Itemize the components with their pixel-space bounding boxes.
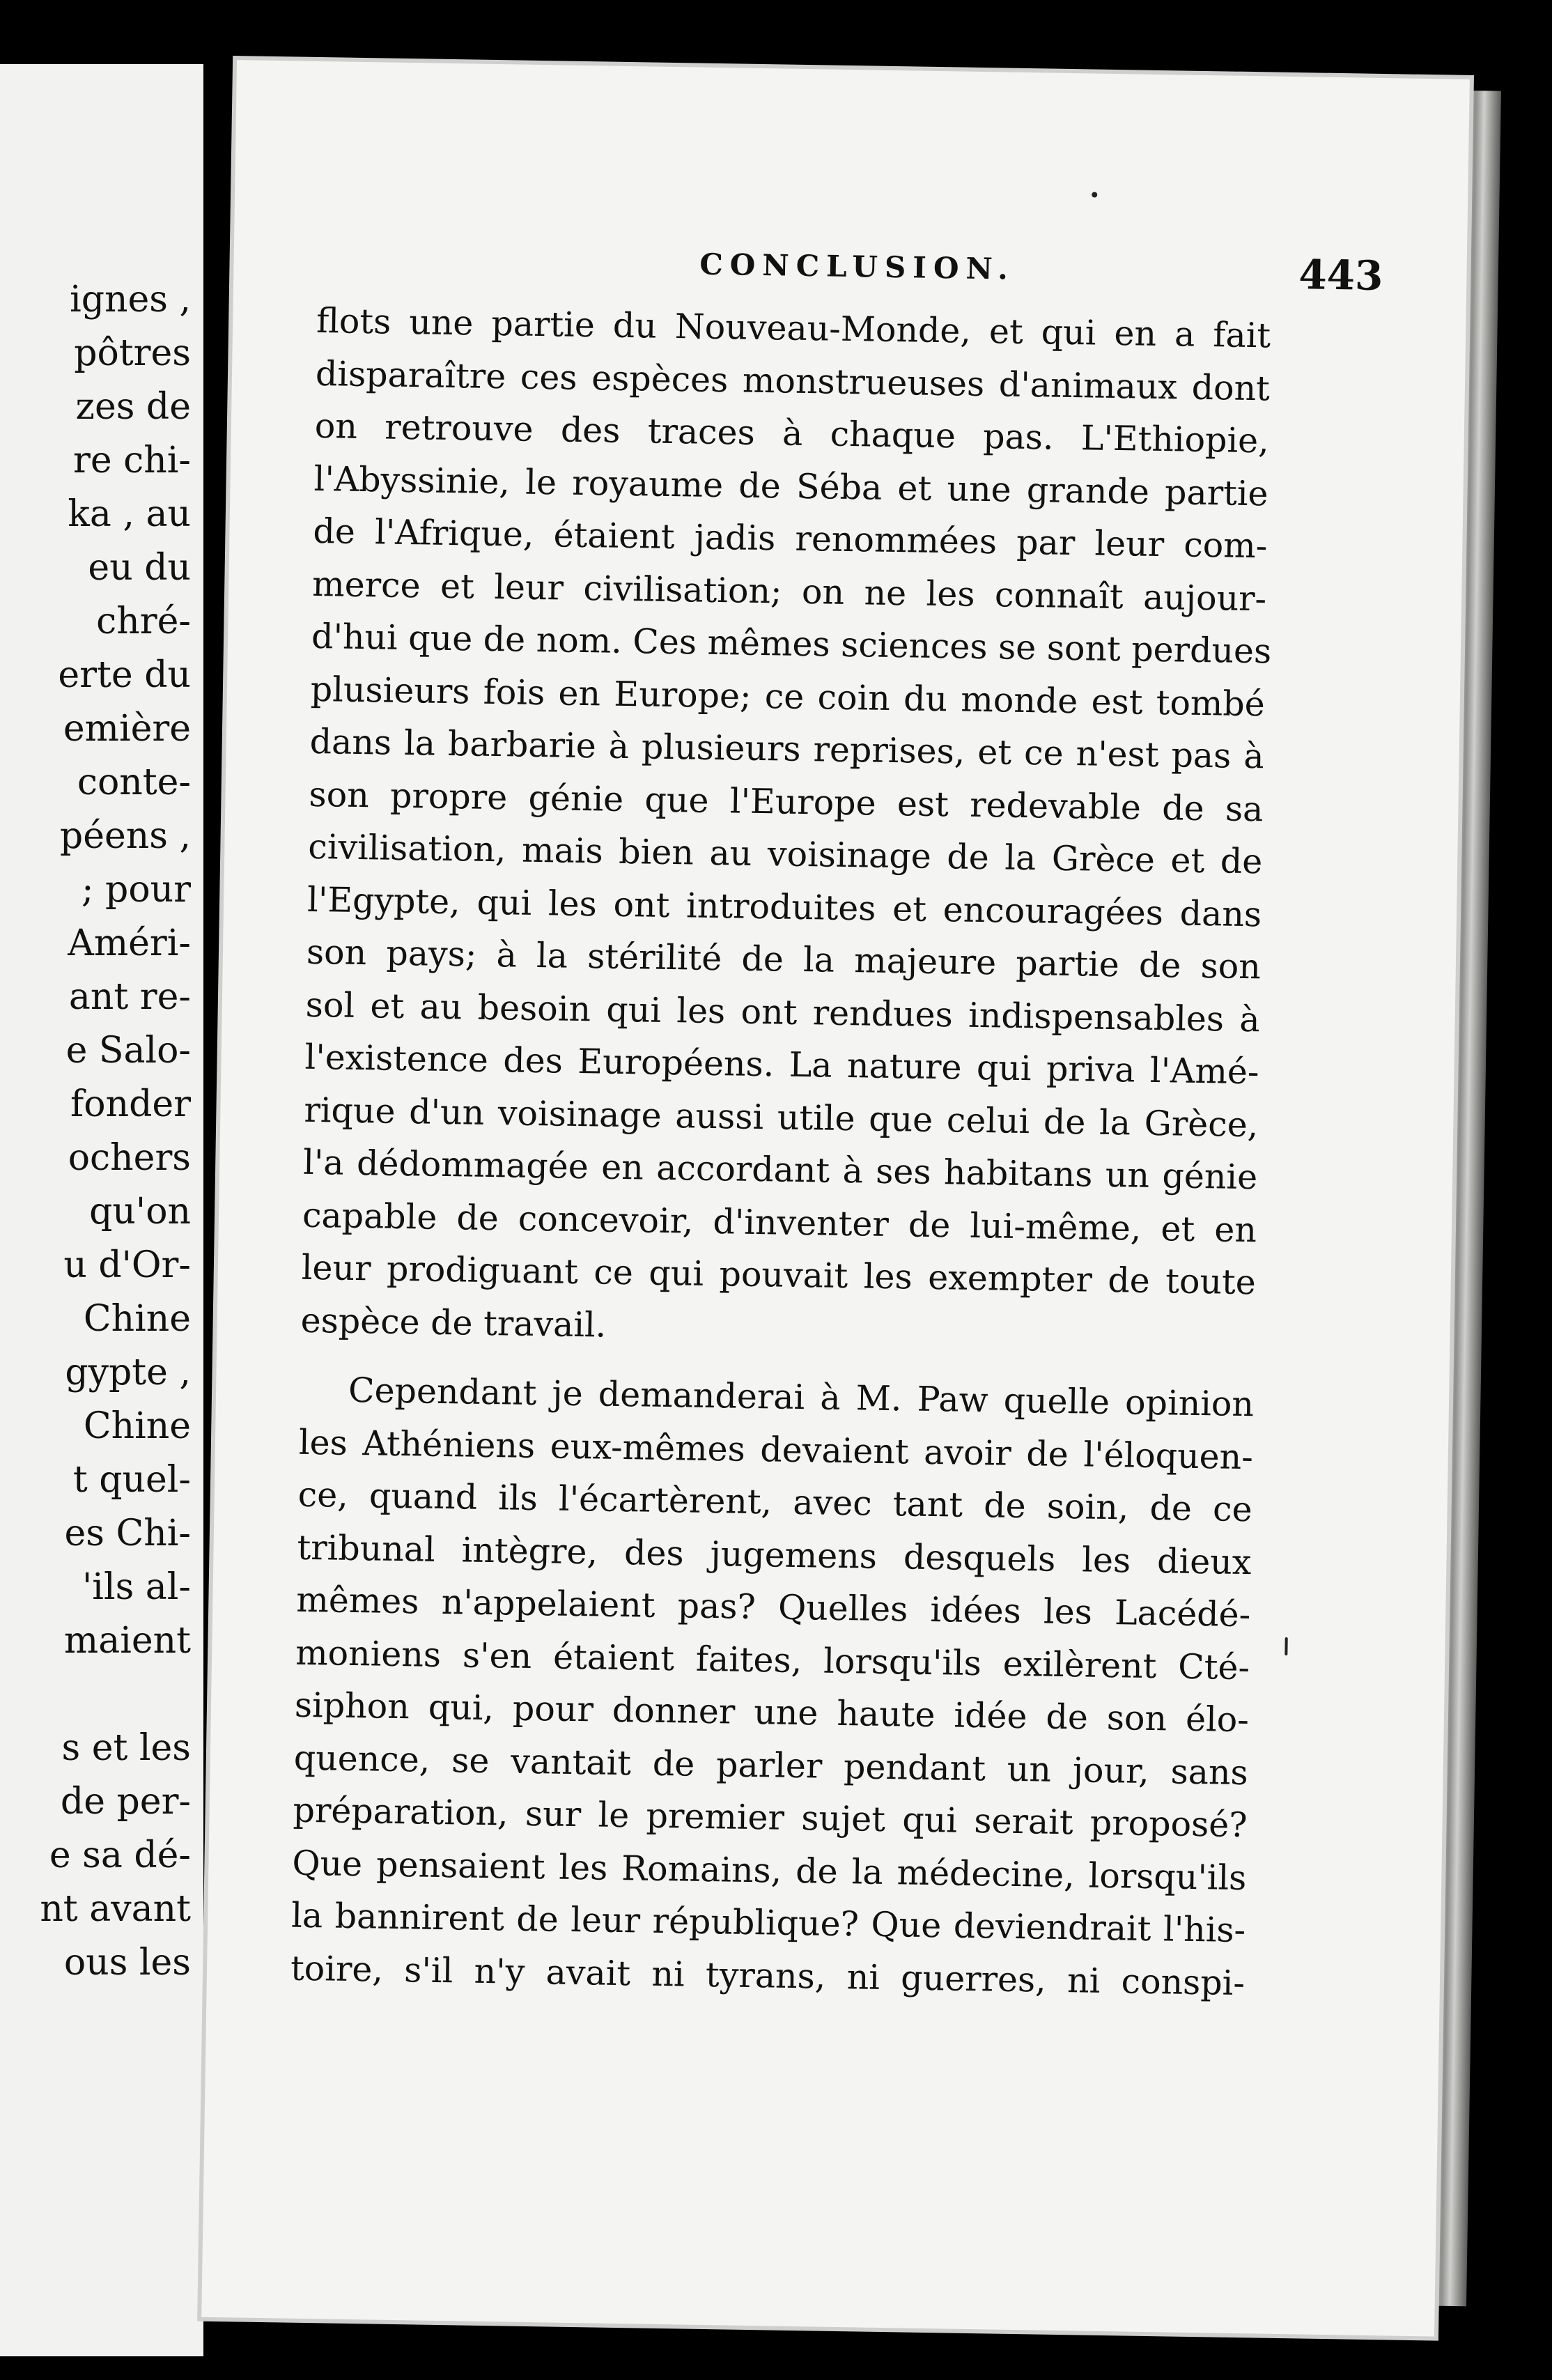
ink-speck [1092, 192, 1097, 197]
left-line: pôtres [74, 332, 191, 374]
left-line: de per- [60, 1781, 191, 1823]
left-line: ous les [63, 1942, 191, 1984]
left-line: Chine [83, 1298, 191, 1340]
text-line: merce et leur civilisation; on ne les connaît aujour- [311, 564, 1267, 619]
left-line: re chi- [73, 440, 191, 481]
text-line: son pays; à la stérilité de la majeure partie de son [306, 932, 1262, 987]
text-line: espèce de travail. [300, 1300, 607, 1345]
left-line: zes de [75, 386, 191, 428]
paragraph [290, 1363, 1255, 2009]
ink-speck [1285, 1637, 1287, 1655]
text-line: la bannirent de leur république? Que deviendrait l'his- [290, 1895, 1246, 1951]
left-line: qu'on [89, 1191, 191, 1232]
left-line: u d'Or- [63, 1244, 191, 1286]
text-line: disparaître ces espèces monstrueuses d'animaux dont [315, 353, 1271, 408]
left-line: ochers [68, 1137, 191, 1179]
left-line: Améri- [68, 922, 191, 964]
text-line: l'existence des Européens. La nature qui priva l'Amé- [304, 1037, 1259, 1092]
left-line: e Salo- [65, 1030, 191, 1072]
left-line: gypte , [65, 1352, 191, 1393]
left-line: emière [63, 708, 191, 750]
left-line: maient [63, 1620, 191, 1662]
left-line: e sa dé- [49, 1834, 191, 1876]
text-line: leur prodiguant ce qui pouvait les exempter de toute [301, 1247, 1257, 1303]
left-line: t quel- [72, 1459, 191, 1501]
left-line: 'ils al- [82, 1566, 191, 1608]
left-line: fonder [70, 1083, 191, 1125]
text-line: sol et au besoin qui les ont rendues indispensables à [305, 984, 1261, 1040]
text-line: plusieurs fois en Europe; ce coin du monde est tombé [310, 669, 1266, 724]
text-line: capable de concevoir, d'inventer de lui-même, et en [302, 1195, 1257, 1250]
text-line: siphon qui, pour donner une haute idée de son élo- [294, 1685, 1250, 1740]
left-line: ant re- [68, 976, 191, 1018]
left-line: ; pour [82, 869, 191, 911]
paragraph [300, 295, 1271, 1361]
left-line: Chine [83, 1405, 191, 1447]
left-line: ka , au [68, 493, 191, 535]
book-page [201, 60, 1470, 2336]
page-number: 443 [1298, 251, 1383, 300]
left-line [0, 1668, 191, 1722]
text-line: son propre génie que l'Europe est redevable de sa [309, 774, 1264, 829]
left-line: chré- [96, 601, 191, 642]
text-line: l'a dédommagée en accordant à ses habitans un génie [302, 1142, 1258, 1198]
previous-page-text [0, 273, 191, 1990]
text-line: flots une partie du Nouveau-Monde, et qui en a fait [316, 300, 1271, 356]
left-line: s et les [61, 1727, 191, 1769]
text-line: de l'Afrique, étaient jadis renommées par leur com- [313, 511, 1268, 566]
left-line: nt avant [40, 1888, 191, 1930]
text-line: préparation, sur le premier sujet qui serait proposé? [293, 1790, 1248, 1846]
left-line: eu du [88, 547, 191, 589]
text-line: dans la barbarie à plusieurs reprises, et ce n'est pas à [309, 721, 1265, 777]
text-line: ce, quand ils l'écartèrent, avec tant de soin, de ce [297, 1474, 1253, 1530]
text-line: civilisation, mais bien au voisinage de la Grèce et de [307, 826, 1263, 882]
text-line: d'hui que de nom. Ces mêmes sciences se sont perdues [311, 616, 1272, 672]
left-line: es Chi- [64, 1513, 191, 1554]
left-line: erte du [58, 654, 191, 696]
page-body [290, 295, 1271, 2009]
text-line: l'Abyssinie, le royaume de Séba et une grande partie [313, 458, 1268, 513]
text-line: l'Egypte, qui les ont introduites et encouragées dans [306, 879, 1262, 934]
text-line: Que pensaient les Romains, de la médecine, lorsqu'ils [292, 1843, 1247, 1898]
left-line: péens , [59, 815, 191, 857]
left-line: conte- [77, 762, 191, 803]
text-line: mêmes n'appelaient pas? Quelles idées les Lacédé- [295, 1579, 1251, 1635]
text-line: moniens s'en étaient faites, lorsqu'ils exilèrent Cté- [295, 1632, 1250, 1687]
text-line: toire, s'il n'y avait ni tyrans, ni guerres, ni conspi- [290, 1948, 1246, 2003]
text-line: les Athéniens eux-mêmes devaient avoir de l'éloquen- [298, 1422, 1254, 1477]
text-line: quence, se vantait de parler pendant un jour, sans [293, 1738, 1249, 1793]
text-line: tribunal intègre, des jugemens desquels les dieux [297, 1527, 1252, 1582]
running-title: CONCLUSION. [699, 247, 1016, 286]
previous-page-fragment [0, 64, 203, 2356]
left-line: ignes , [70, 279, 191, 320]
text-line: on retrouve des traces à chaque pas. L'Ethiopie, [314, 405, 1270, 461]
text-line: rique d'un voisinage aussi utile que celui de la Grèce, [304, 1090, 1259, 1145]
text-line: Cependant je demanderai à M. Paw quelle opinion [348, 1370, 1255, 1425]
